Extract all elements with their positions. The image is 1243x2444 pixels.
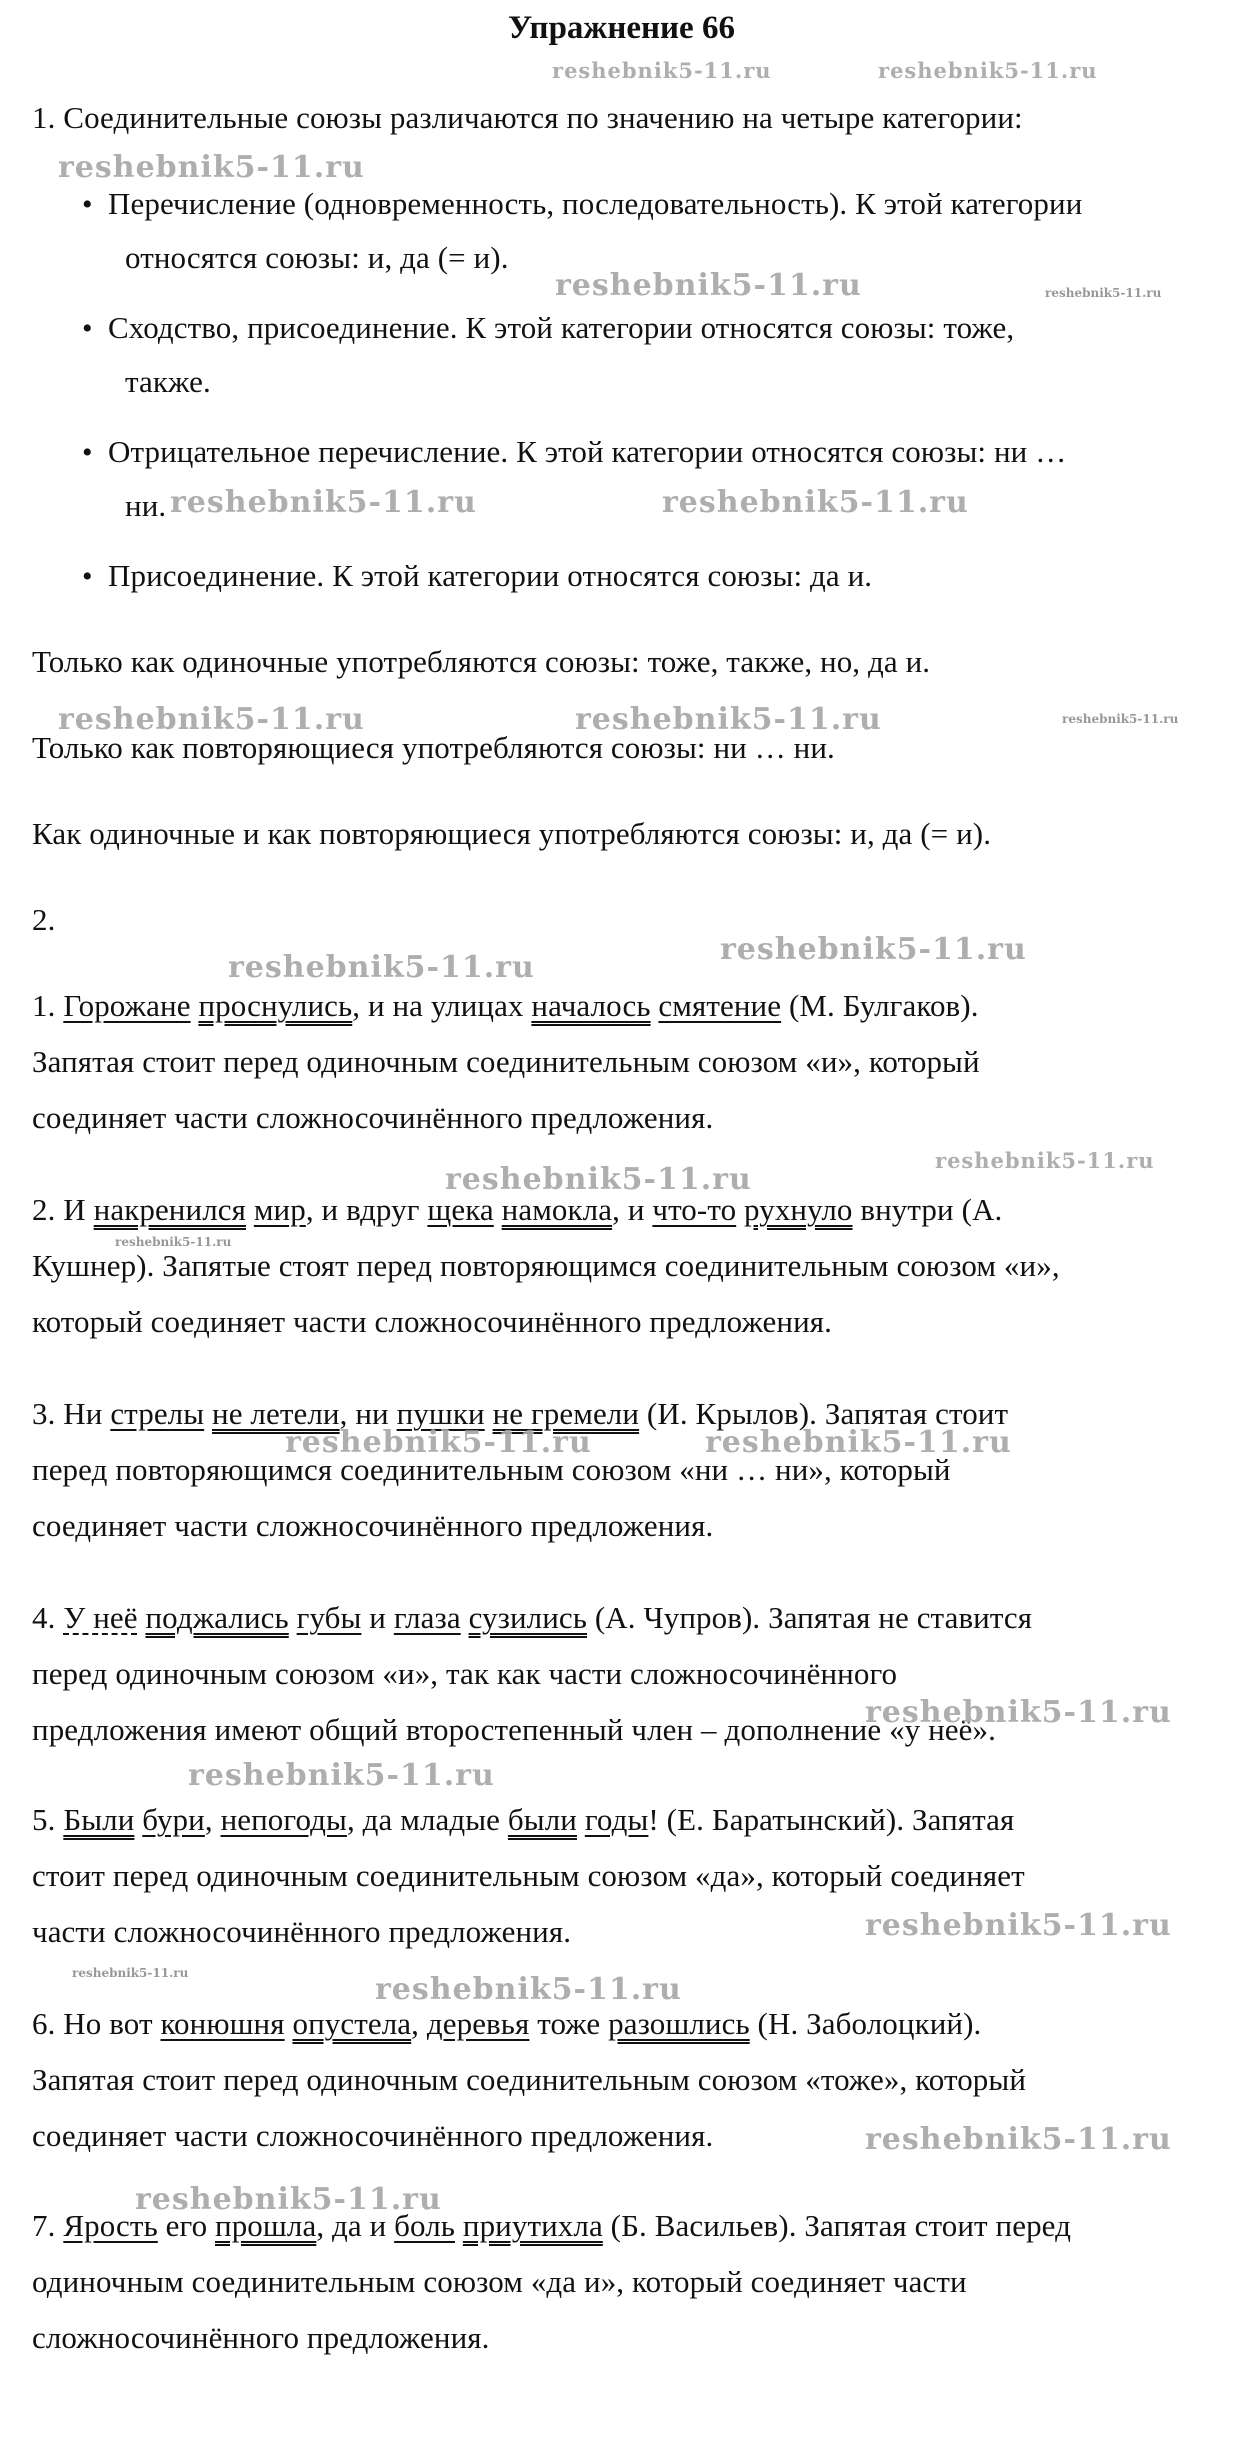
text: (Н. Заболоцкий). [749, 2006, 982, 2041]
text: , да младые [346, 1802, 508, 1837]
subject: что-то [652, 1192, 737, 1227]
example-1-line-3: соединяет части сложносочинённого предложения. [32, 1100, 714, 1135]
watermark: reshebnik5-11.ru [662, 485, 969, 520]
example-5-line-3: части сложносочинённого предложения. [32, 1914, 572, 1949]
watermark: reshebnik5-11.ru [575, 702, 882, 737]
predicate: сузились [468, 1600, 588, 1635]
subject: Горожане [63, 988, 191, 1023]
bullet-continuation: ни. [125, 488, 167, 523]
subject: стрелы [110, 1396, 205, 1431]
example-4 [32, 1596, 1032, 1640]
text [736, 1192, 744, 1227]
text [289, 1600, 297, 1635]
predicate: разошлись [608, 2006, 750, 2041]
both-conjunctions: Как одиночные и как повторяющиеся употребляются союзы: и, да (= и). [32, 816, 992, 851]
watermark: reshebnik5-11.ru [445, 1162, 752, 1197]
watermark: reshebnik5-11.ru [552, 58, 772, 83]
watermark: reshebnik5-11.ru [1045, 286, 1162, 300]
text [246, 1192, 254, 1227]
text: , и на улицах [352, 988, 532, 1023]
watermark: reshebnik5-11.ru [865, 1695, 1172, 1730]
example-number: 5. [32, 1802, 64, 1837]
text: , и [612, 1192, 653, 1227]
section1-intro: 1. Соединительные союзы различаются по значению на четыре категории: [32, 100, 1023, 135]
watermark: reshebnik5-11.ru [865, 2122, 1172, 2157]
example-number: 6. Но вот [32, 2006, 161, 2041]
single-conjunctions: Только как одиночные употребляются союзы: тоже, также, но, да и. [32, 644, 931, 679]
watermark: reshebnik5-11.ru [135, 2182, 442, 2217]
text [204, 1396, 212, 1431]
predicate: поджались [145, 1600, 289, 1635]
watermark: reshebnik5-11.ru [170, 485, 477, 520]
text: , [204, 1802, 221, 1837]
predicate: рухнуло [744, 1192, 853, 1227]
text [455, 2208, 463, 2243]
section2-label: 2. [32, 902, 56, 937]
predicate: прошла [215, 2208, 317, 2243]
bullet-addition [82, 554, 872, 599]
subject: боль [394, 2208, 456, 2243]
bullet-enumeration [82, 182, 1082, 227]
predicate: накренился [93, 1192, 246, 1227]
example-4-line-3: предложения имеют общий второстепенный член – дополнение «у неё». [32, 1712, 996, 1747]
subject: мир [253, 1192, 306, 1227]
text: (А. Чупров). Запятая не ставится [587, 1600, 1033, 1635]
predicate: были [507, 1802, 577, 1837]
example-6-line-2: Запятая стоит перед одиночным соединительным союзом «тоже», который [32, 2062, 1027, 2097]
subject: пушки [396, 1396, 485, 1431]
watermark: reshebnik5-11.ru [228, 950, 535, 985]
bullet-continuation: также. [125, 364, 211, 399]
subject: Ярость [63, 2208, 158, 2243]
predicate: опустела [292, 2006, 412, 2041]
text: , ни [339, 1396, 397, 1431]
subject: щека [427, 1192, 494, 1227]
example-6 [32, 2002, 981, 2046]
predicate: проснулись [198, 988, 353, 1023]
example-number: 1. [32, 988, 64, 1023]
bullet-text: Отрицательное перечисление. К этой категории относятся союзы: ни … [108, 434, 1067, 469]
example-3-line-2: перед повторяющимся соединительным союзом «ни … ни», который [32, 1452, 951, 1487]
text: и [361, 1600, 394, 1635]
subject: конюшня [160, 2006, 285, 2041]
watermark: reshebnik5-11.ru [935, 1148, 1155, 1173]
subject: непогоды [220, 1802, 347, 1837]
watermark: reshebnik5-11.ru [188, 1758, 495, 1793]
text: внутри (А. [852, 1192, 1003, 1227]
text: (Б. Васильев). Запятая стоит перед [602, 2208, 1071, 2243]
subject: смятение [658, 988, 782, 1023]
subject: деревья [426, 2006, 530, 2041]
example-4-line-2: перед одиночным союзом «и», так как части сложносочинённого [32, 1656, 898, 1691]
watermark: reshebnik5-11.ru [375, 1972, 682, 2007]
bullet-similarity [82, 306, 1014, 351]
watermark: reshebnik5-11.ru [115, 1235, 232, 1249]
watermark: reshebnik5-11.ru [72, 1966, 189, 1980]
example-1 [32, 984, 979, 1028]
text: , да и [316, 2208, 395, 2243]
example-6-line-3: соединяет части сложносочинённого предложения. [32, 2118, 714, 2153]
watermark: reshebnik5-11.ru [285, 1425, 592, 1460]
example-7-line-3: сложносочинённого предложения. [32, 2320, 490, 2355]
watermark: reshebnik5-11.ru [865, 1908, 1172, 1943]
example-number: 3. Ни [32, 1396, 111, 1431]
predicate: намокла [501, 1192, 613, 1227]
predicate: не гремели [492, 1396, 640, 1431]
example-2-line-3: который соединяет части сложносочинённого предложения. [32, 1304, 833, 1339]
example-7-line-2: одиночным соединительным союзом «да и», который соединяет части [32, 2264, 967, 2299]
watermark: reshebnik5-11.ru [720, 932, 1027, 967]
object: У неё [63, 1600, 138, 1635]
text: (М. Булгаков). [781, 988, 979, 1023]
watermark: reshebnik5-11.ru [58, 150, 365, 185]
predicate: началось [531, 988, 651, 1023]
watermark: reshebnik5-11.ru [1062, 712, 1179, 726]
page-title: Упражнение 66 [508, 10, 735, 46]
text: его [157, 2208, 216, 2243]
text: ! (Е. Баратынский). Запятая [648, 1802, 1015, 1837]
text: , и вдруг [305, 1192, 428, 1227]
bullet-text: Сходство, присоединение. К этой категории относятся союзы: тоже, [108, 310, 1015, 345]
bullet-negative [82, 430, 1066, 475]
watermark: reshebnik5-11.ru [58, 702, 365, 737]
predicate: Были [63, 1802, 135, 1837]
example-number: 2. И [32, 1192, 94, 1227]
example-5-line-2: стоит перед одиночным соединительным союзом «да», который соединяет [32, 1858, 1025, 1893]
watermark: reshebnik5-11.ru [705, 1425, 1012, 1460]
watermark: reshebnik5-11.ru [878, 58, 1098, 83]
predicate: приутихла [462, 2208, 603, 2243]
bullet-text: Перечисление (одновременность, последовательность). К этой категории [108, 186, 1083, 221]
subject: бури [142, 1802, 205, 1837]
subject: глаза [393, 1600, 461, 1635]
text: тоже [529, 2006, 609, 2041]
example-5 [32, 1798, 1014, 1842]
text: , [411, 2006, 427, 2041]
watermark: reshebnik5-11.ru [555, 268, 862, 303]
example-number: 7. [32, 2208, 64, 2243]
predicate: не летели [212, 1396, 340, 1431]
repeat-conjunctions: Только как повторяющиеся употребляются союзы: ни … ни. [32, 730, 835, 765]
text: (И. Крылов). Запятая стоит [639, 1396, 1009, 1431]
bullet-continuation: относятся союзы: и, да (= и). [125, 240, 509, 275]
example-2-line-2: Кушнер). Запятые стоят перед повторяющимся соединительным союзом «и», [32, 1248, 1060, 1283]
example-3-line-3: соединяет части сложносочинённого предложения. [32, 1508, 714, 1543]
bullet-text: Присоединение. К этой категории относятся союзы: да и. [108, 558, 873, 593]
text [461, 1600, 469, 1635]
subject: губы [296, 1600, 362, 1635]
example-number: 4. [32, 1600, 64, 1635]
text [577, 1802, 585, 1837]
text [494, 1192, 502, 1227]
example-1-line-2: Запятая стоит перед одиночным соединительным союзом «и», который [32, 1044, 980, 1079]
subject: годы [584, 1802, 649, 1837]
